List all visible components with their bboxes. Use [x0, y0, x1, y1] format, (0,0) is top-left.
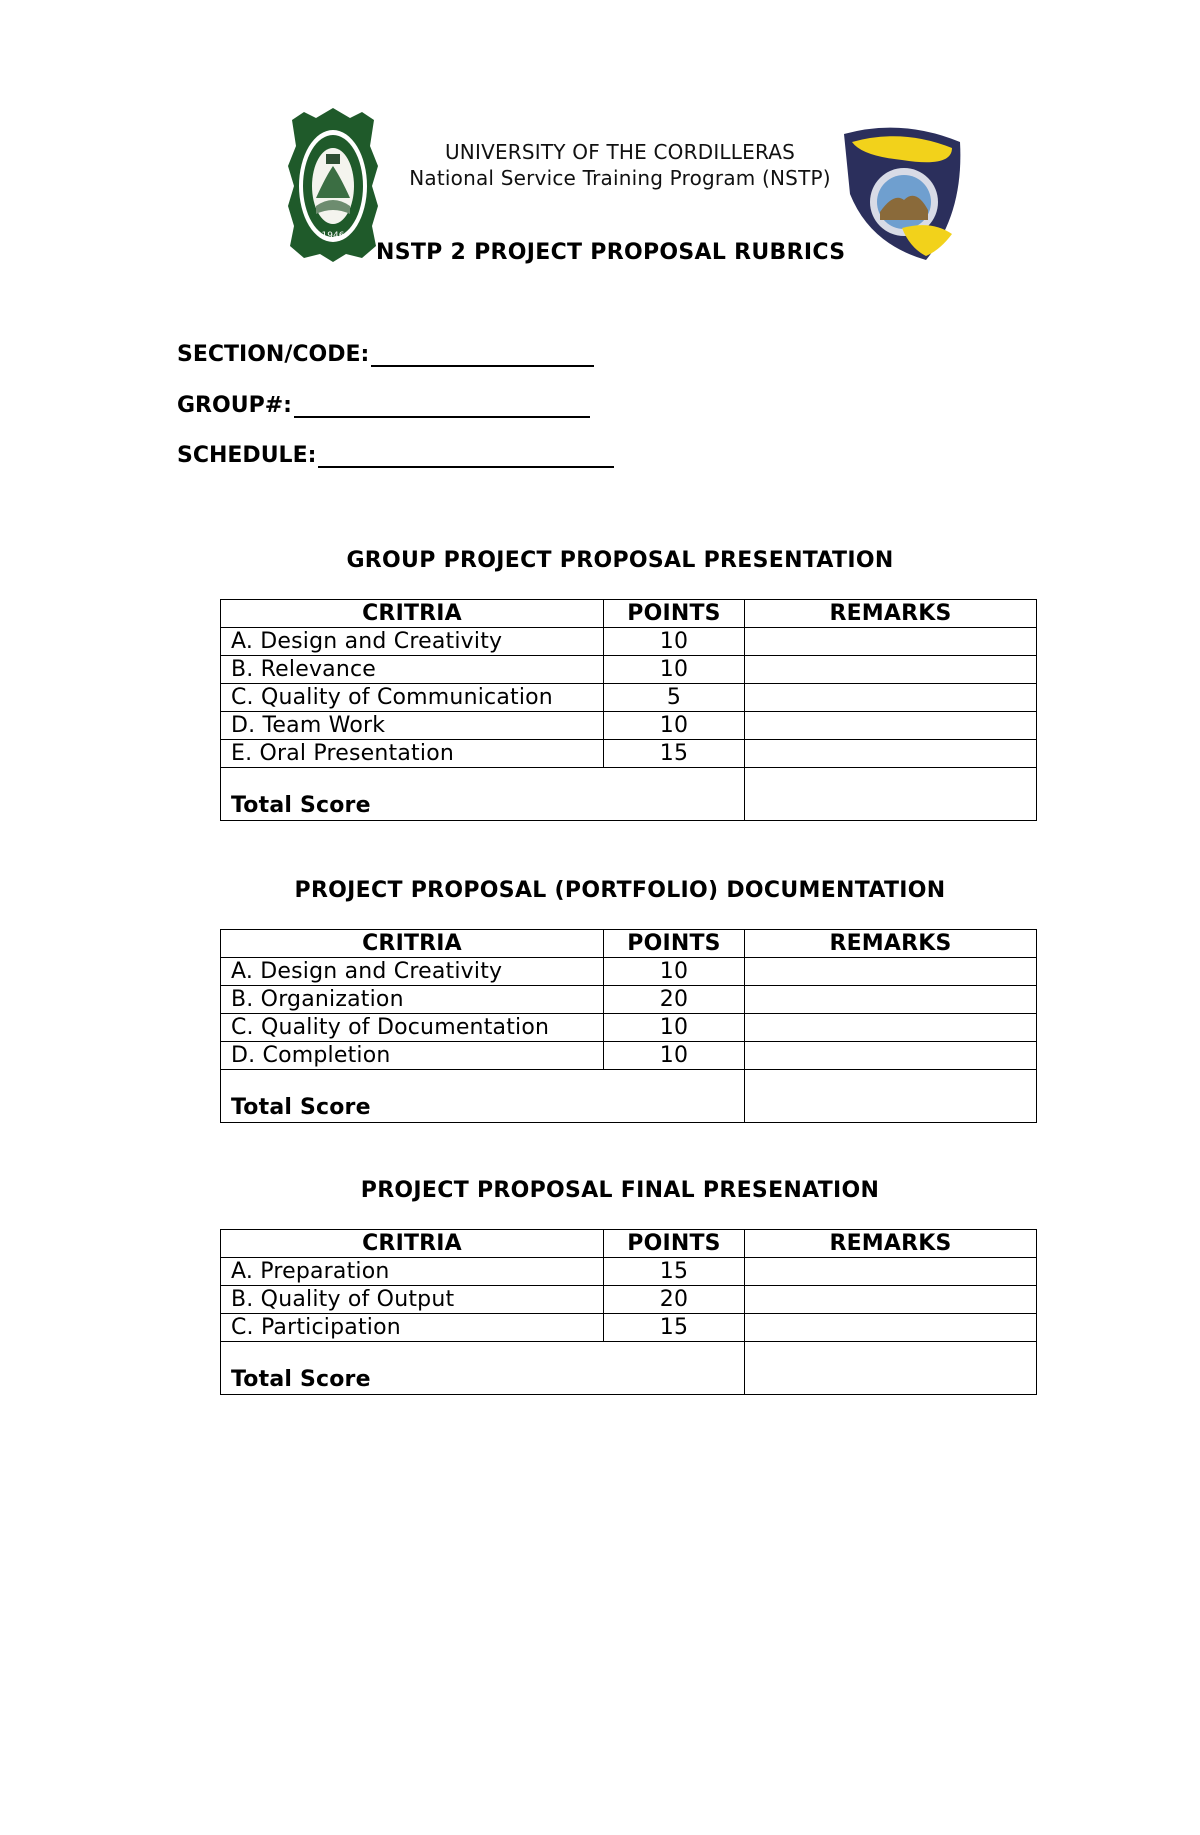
criteria-cell: B. Quality of Output [221, 1286, 604, 1314]
remarks-cell [745, 1014, 1037, 1042]
total-score-label: Total Score [221, 1342, 745, 1395]
points-cell: 15 [604, 1314, 745, 1342]
final-presentation-rubric-table [220, 1229, 1037, 1395]
points-header: POINTS [604, 930, 745, 958]
table-row [221, 1286, 1037, 1314]
total-score-label: Total Score [221, 1070, 745, 1123]
remarks-cell [745, 1314, 1037, 1342]
criteria-cell: D. Team Work [221, 712, 604, 740]
university-name: UNIVERSITY OF THE CORDILLERAS [444, 140, 796, 164]
seal-year: 1946 [321, 231, 345, 241]
remarks-cell [745, 958, 1037, 986]
total-score-cell [745, 1342, 1037, 1395]
table-row [221, 986, 1037, 1014]
points-cell: 10 [604, 628, 745, 656]
total-score-label: Total Score [221, 768, 745, 821]
points-cell: 20 [604, 1286, 745, 1314]
group-number-blank [294, 394, 590, 418]
document-title: NSTP 2 PROJECT PROPOSAL RUBRICS [376, 240, 846, 265]
documentation-rubric-table [220, 929, 1037, 1123]
table-header-row [221, 600, 1037, 628]
section-code-blank [371, 343, 594, 367]
schedule-field [177, 443, 614, 468]
table-row [221, 740, 1037, 768]
criteria-cell: B. Organization [221, 986, 604, 1014]
table-row [221, 1258, 1037, 1286]
criteria-cell: C. Quality of Communication [221, 684, 604, 712]
table-row [221, 1042, 1037, 1070]
points-header: POINTS [604, 600, 745, 628]
remarks-cell [745, 1042, 1037, 1070]
total-score-row [221, 1070, 1037, 1123]
remarks-header: REMARKS [745, 1230, 1037, 1258]
table-row [221, 684, 1037, 712]
table-row [221, 628, 1037, 656]
table-header-row [221, 1230, 1037, 1258]
table-row [221, 656, 1037, 684]
points-cell: 10 [604, 656, 745, 684]
criteria-header: CRITRIA [221, 600, 604, 628]
points-cell: 15 [604, 740, 745, 768]
total-score-cell [745, 768, 1037, 821]
remarks-cell [745, 684, 1037, 712]
field-label: SECTION/CODE: [177, 342, 370, 367]
documentation-section-title: PROJECT PROPOSAL (PORTFOLIO) DOCUMENTATION [294, 878, 946, 903]
criteria-cell: A. Design and Creativity [221, 628, 604, 656]
remarks-cell [745, 628, 1037, 656]
criteria-cell: A. Design and Creativity [221, 958, 604, 986]
table-row [221, 1314, 1037, 1342]
table-row [221, 958, 1037, 986]
final-presentation-section-title: PROJECT PROPOSAL FINAL PRESENATION [360, 1178, 880, 1203]
program-name: National Service Training Program (NSTP) [409, 166, 831, 190]
total-score-row [221, 1342, 1037, 1395]
table-header-row [221, 930, 1037, 958]
remarks-cell [745, 1258, 1037, 1286]
criteria-cell: D. Completion [221, 1042, 604, 1070]
remarks-header: REMARKS [745, 930, 1037, 958]
field-label: GROUP#: [177, 393, 292, 418]
points-cell: 15 [604, 1258, 745, 1286]
remarks-header: REMARKS [745, 600, 1037, 628]
remarks-cell [745, 656, 1037, 684]
criteria-header: CRITRIA [221, 1230, 604, 1258]
total-score-row [221, 768, 1037, 821]
points-cell: 5 [604, 684, 745, 712]
group-number-field [177, 393, 590, 418]
table-row [221, 1014, 1037, 1042]
criteria-cell: C. Quality of Documentation [221, 1014, 604, 1042]
points-header: POINTS [604, 1230, 745, 1258]
section-code-field [177, 342, 594, 367]
remarks-cell [745, 1286, 1037, 1314]
field-label: SCHEDULE: [177, 443, 317, 468]
remarks-cell [745, 712, 1037, 740]
criteria-cell: B. Relevance [221, 656, 604, 684]
total-score-cell [745, 1070, 1037, 1123]
presentation-rubric-table [220, 599, 1037, 821]
remarks-cell [745, 740, 1037, 768]
schedule-blank [318, 444, 614, 468]
criteria-cell: A. Preparation [221, 1258, 604, 1286]
points-cell: 10 [604, 1042, 745, 1070]
criteria-header: CRITRIA [221, 930, 604, 958]
points-cell: 10 [604, 958, 745, 986]
points-cell: 10 [604, 1014, 745, 1042]
criteria-cell: E. Oral Presentation [221, 740, 604, 768]
table-row [221, 712, 1037, 740]
points-cell: 20 [604, 986, 745, 1014]
criteria-cell: C. Participation [221, 1314, 604, 1342]
remarks-cell [745, 986, 1037, 1014]
presentation-section-title: GROUP PROJECT PROPOSAL PRESENTATION [346, 548, 894, 573]
points-cell: 10 [604, 712, 745, 740]
